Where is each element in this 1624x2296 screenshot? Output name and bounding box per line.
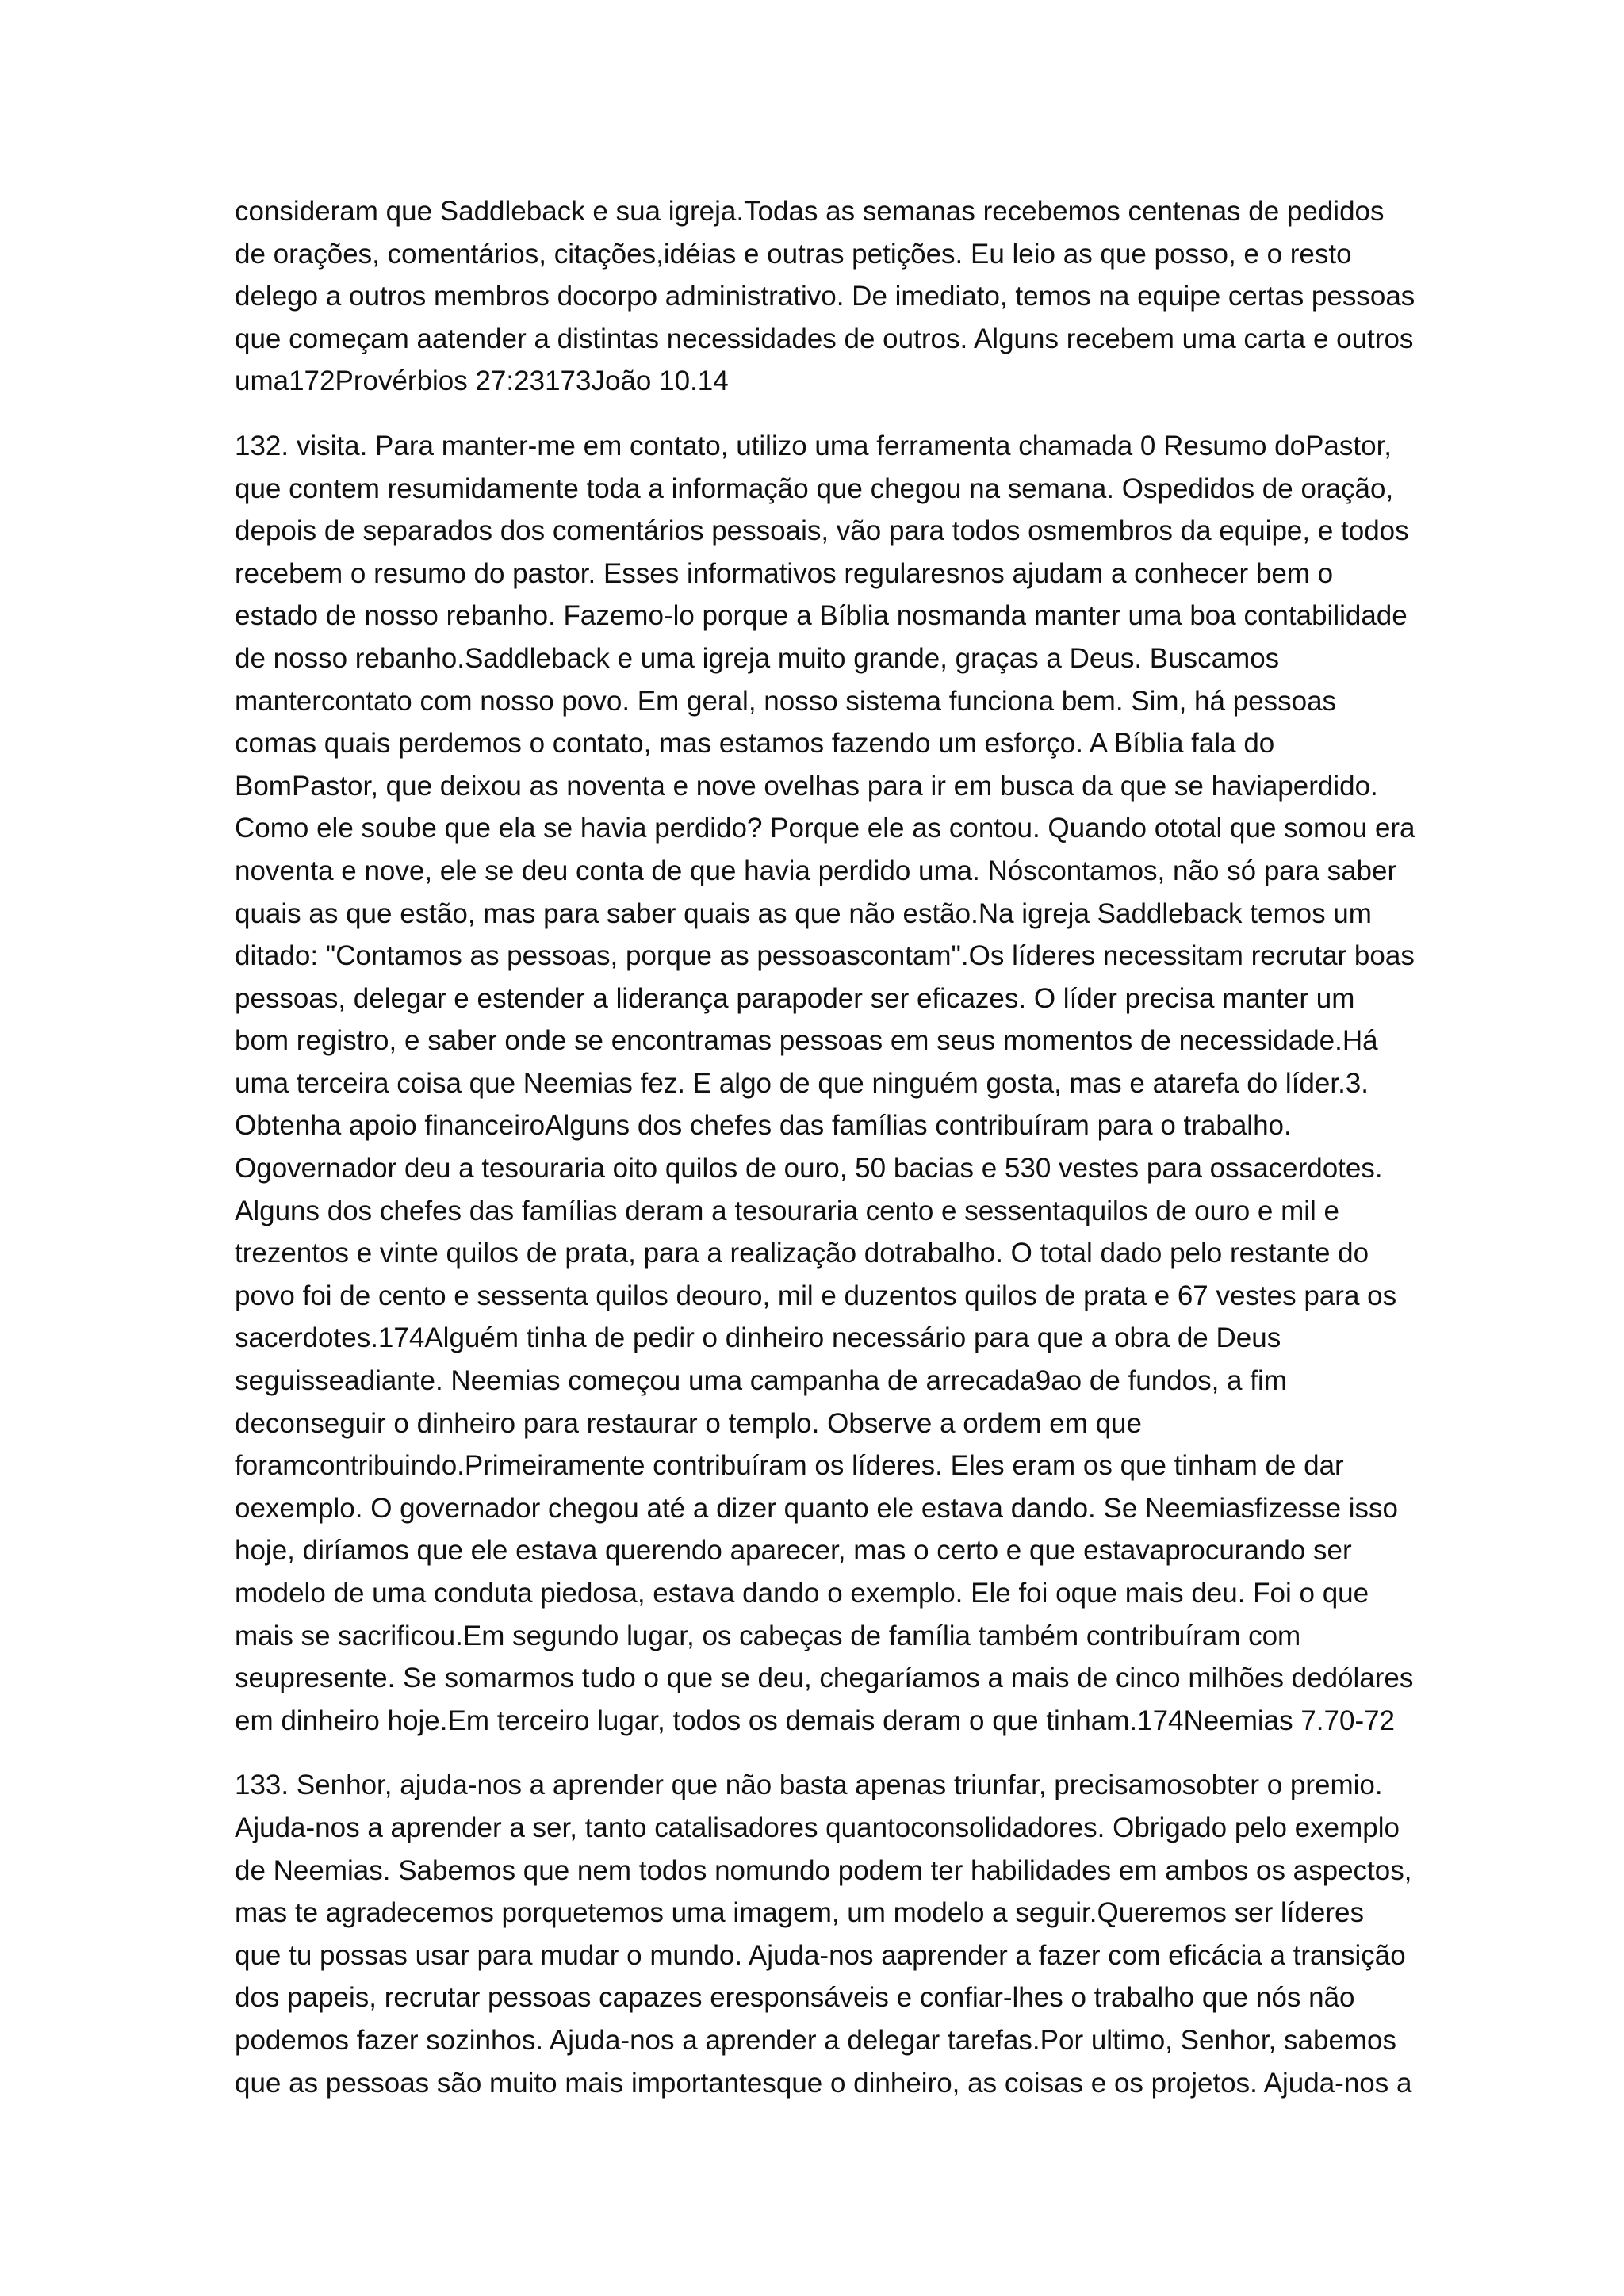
document-page xyxy=(235,190,1416,2126)
paragraph-2: 132. visita. Para manter-me em contato, utilizo uma ferramenta chamada 0 Resumo doPastor, que contem resumidamente toda a informação que chegou na semana. Ospedidos de oração, depois de separados dos comentários pessoais, vão para todos osmembros da equipe, e todos recebem o resumo do pastor. Esses informativos regularesnos ajudam a conhecer bem o estado de nosso rebanho. Fazemo-lo porque a Bíblia nosmanda manter uma boa contabilidade de nosso rebanho.Saddleback e uma igreja muito grande, graças a Deus. Buscamos mantercontato com nosso povo. Em geral, nosso sistema funciona bem. Sim, há pessoas comas quais perdemos o contato, mas estamos fazendo um esforço. A Bíblia fala do BomPastor, que deixou as noventa e nove ovelhas para ir em busca da que se haviaperdido. Como ele soube que ela se havia perdido? Porque ele as contou. Quando ototal que somou era noventa e nove, ele se deu conta de que havia perdido uma. Nóscontamos, não só para saber quais as que estão, mas para saber quais as que não estão.Na igreja Saddleback temos um ditado: "Contamos as pessoas, porque as pessoascontam".Os líderes necessitam recrutar boas pessoas, delegar e estender a liderança parapoder ser eficazes. O líder precisa manter um bom registro, e saber onde se encontramas pessoas em seus momentos de necessidade.Há uma terceira coisa que Neemias fez. E algo de que ninguém gosta, mas e atarefa do líder.3. Obtenha apoio financeiroAlguns dos chefes das famílias contribuíram para o trabalho. Ogovernador deu a tesouraria oito quilos de ouro, 50 bacias e 530 vestes para ossacerdotes. Alguns dos chefes das famílias deram a tesouraria cento e sessentaquilos de ouro e mil e trezentos e vinte quilos de prata, para a realização dotrabalho. O total dado pelo restante do povo foi de cento e sessenta quilos deouro, mil e duzentos quilos de prata e 67 vestes para os sacerdotes.174Alguém tinha de pedir o dinheiro necessário para que a obra de Deus seguisseadiante. Neemias começou uma campanha de arrecada9ao de fundos, a fim deconseguir o dinheiro para restaurar o templo. Observe a ordem em que foramcontribuindo.Primeiramente contribuíram os líderes. Eles eram os que tinham de dar oexemplo. O governador chegou até a dizer quanto ele estava dando. Se Neemiasfizesse isso hoje, diríamos que ele estava querendo aparecer, mas o certo e que estavaprocurando ser modelo de uma conduta piedosa, estava dando o exemplo. Ele foi oque mais deu. Foi o que mais se sacrificou.Em segundo lugar, os cabeças de família também contribuíram com seupresente. Se somarmos tudo o que se deu, chegaríamos a mais de cinco milhões dedólares em dinheiro hoje.Em terceiro lugar, todos os demais deram o que tinham.174Neemias 7.70-72 xyxy=(235,430,1415,1736)
paragraph-3: 133. Senhor, ajuda-nos a aprender que não basta apenas triunfar, precisamosobter o premio. Ajuda-nos a aprender a ser, tanto catalisadores quantoconsolidadores. Obrigado pelo exemplo de Neemias. Sabemos que nem todos nomundo podem ter habilidades em ambos os aspectos, mas te agradecemos porquetemos uma imagem, um modelo a seguir.Queremos ser líderes que tu possas usar para mudar o mundo. Ajuda-nos aaprender a fazer com eficácia a transição dos papeis, recrutar pessoas capazes eresponsáveis e confiar-lhes o trabalho que nós não podemos fazer sozinhos. Ajuda-nos a aprender a delegar tarefas.Por ultimo, Senhor, sabemos que as pessoas são muito mais importantesque o dinheiro, as coisas e os projetos. Ajuda-nos a xyxy=(235,1770,1412,2099)
paragraph-1: consideram que Saddleback e sua igreja.Todas as semanas recebemos centenas de pedidos de orações, comentários, citações,idéias e outras petições. Eu leio as que posso, e o resto delego a outros membros docorpo administrativo. De imediato, temos na equipe certas pessoas que começam aatender a distintas necessidades de outros. Alguns recebem uma carta e outros uma172Provérbios 27:23173João 10.14 xyxy=(235,196,1415,397)
